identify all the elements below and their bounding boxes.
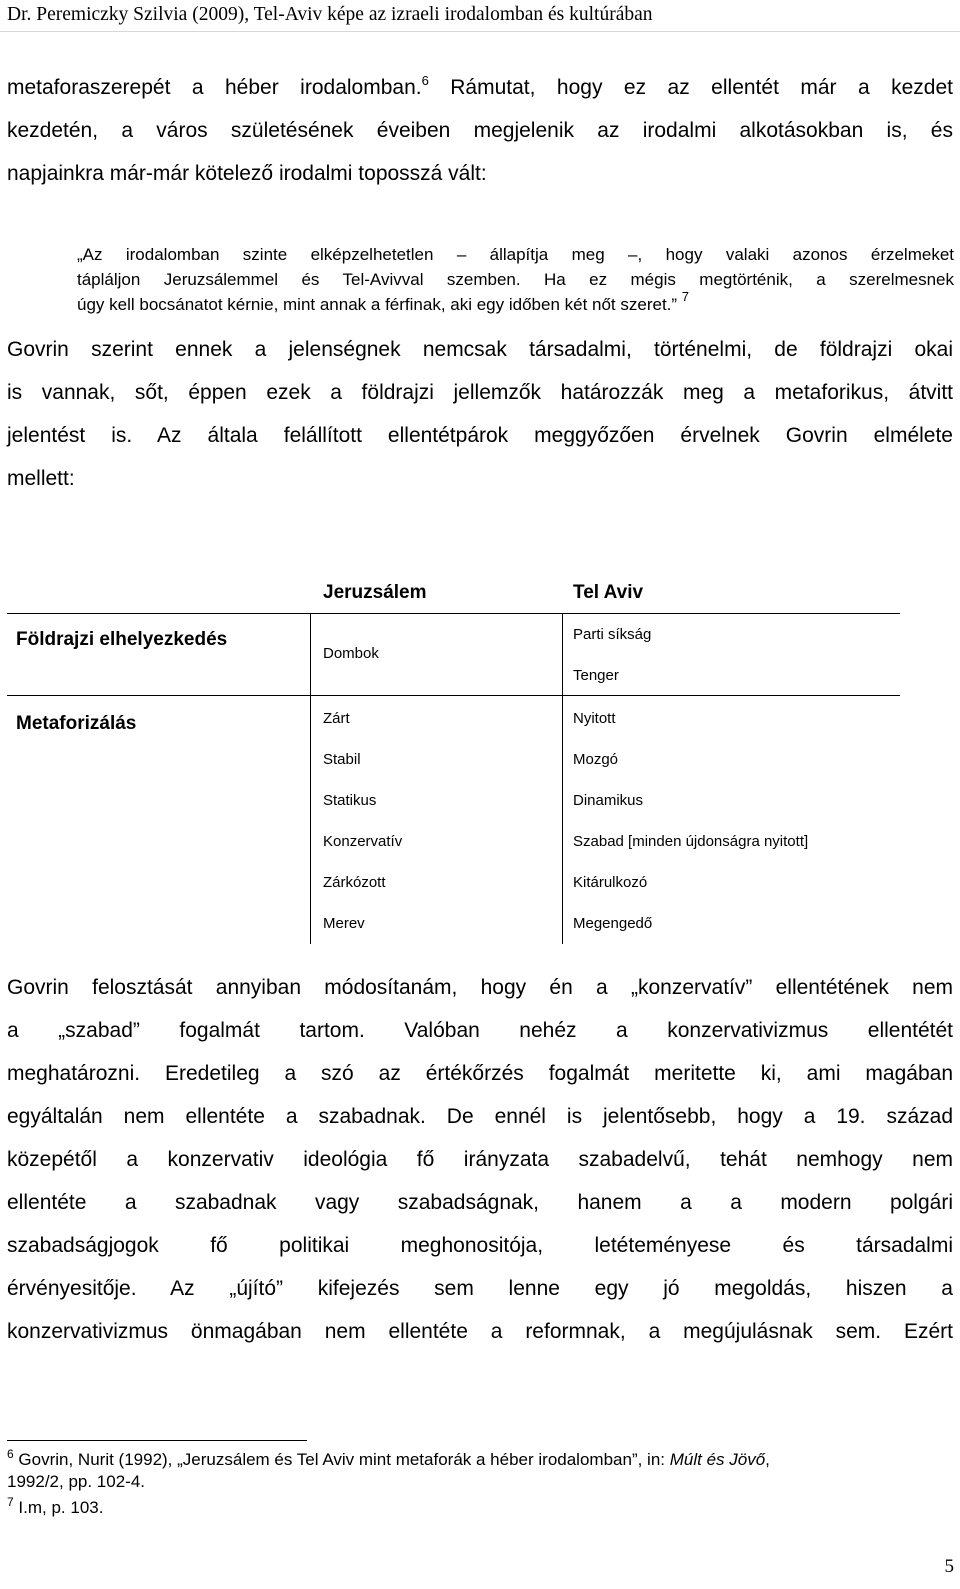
table-cell: Dinamikus	[573, 792, 644, 809]
running-header: Dr. Peremiczky Szilvia (2009), Tel-Aviv képe az izraeli irodalomban és kultúrában	[7, 4, 653, 25]
column-header-tel-aviv: Tel Aviv	[573, 582, 644, 603]
paragraph-line: Govrin szerint ennek a jelenségnek nemcsak társadalmi, történelmi, de földrajzi okai	[7, 338, 953, 361]
table-cell: Kitárulkozó	[573, 874, 648, 891]
quote-line: tápláljon Jeruzsálemmel és Tel-Avivval szemben. Ha ez mégis megtörténik, a szerelmesnek	[77, 270, 954, 289]
footnote-number: 7	[7, 1495, 14, 1509]
paragraph-intro	[7, 66, 953, 195]
block-quote	[77, 242, 954, 317]
paragraph-modification	[7, 966, 953, 1353]
paragraph-govrin	[7, 328, 953, 500]
table-cell: Megengedő	[573, 915, 653, 932]
footnote-6: $^6$ Govrin, Nurit (1992), „Jeruzsálem és Tel Aviv mint metaforák a héber irodalomban”, in: Múlt és Jövő, 1992/2, pp. 102-4.	[7, 1447, 770, 1491]
table-cell: Tenger	[573, 667, 619, 684]
table-cell: Stabil	[323, 751, 361, 768]
table-cell: Parti síkság	[573, 626, 652, 643]
paragraph-line: a „szabad” fogalmát tartom. Valóban nehéz a konzervativizmus ellentétét	[7, 1019, 953, 1042]
footnote-ref-7[interactable]: 7	[681, 289, 690, 304]
table-cell: Konzervatív	[323, 833, 403, 850]
paragraph-line: is vannak, sőt, éppen ezek a földrajzi jellemzők határozzák meg a metaforikus, átvitt	[7, 381, 953, 404]
footnote-7: $^7$ I.m, p. 103.	[7, 1495, 104, 1517]
footnote-ref-6[interactable]: 6	[421, 73, 429, 88]
quote-line: úgy kell bocsánatot kérnie, mint annak a férfinak, aki egy időben két nőt szeret.” $^7$	[77, 289, 690, 314]
paragraph-line: érvényesitője. Az „újító” kifejezés sem lenne egy jó megoldás, hiszen a	[7, 1277, 953, 1300]
table-cell: Dombok	[323, 645, 379, 662]
paragraph-line: metaforaszerepét a héber irodalomban.$^6$ Rámutat, hogy ez az ellentét már a kezdet	[7, 73, 953, 99]
header-divider	[0, 31, 960, 32]
page-number: 5	[944, 1556, 954, 1577]
quote-line: „Az irodalomban szinte elképzelhetetlen – állapítja meg –, hogy valaki azonos érzelmeket	[77, 245, 954, 264]
paragraph-line: ellentéte a szabadnak vagy szabadságnak, hanem a a modern polgári	[7, 1191, 953, 1214]
paragraph-line: napjainkra már-már kötelező irodalmi toposszá vált:	[7, 162, 487, 185]
paragraph-line: jelentést is. Az általa felállított ellentétpárok meggyőzően érvelnek Govrin elmélete	[7, 424, 953, 447]
column-header-jeruzsalem: Jeruzsálem	[323, 582, 427, 603]
comparison-table	[7, 560, 907, 955]
table-rule	[7, 695, 900, 696]
paragraph-line: kezdetén, a város születésének éveiben megjelenik az irodalmi alkotásokban is, és	[7, 119, 953, 142]
table-cell: Zárkózott	[323, 874, 386, 891]
paragraph-line: szabadságjogok fő politikai meghonositója, letéteményese és társadalmi	[7, 1234, 953, 1257]
table-cell: Merev	[323, 915, 365, 932]
footnote-divider	[7, 1440, 307, 1441]
table-cell: Nyitott	[573, 710, 616, 727]
paragraph-line: mellett:	[7, 467, 75, 490]
row-label-metaphorization: Metaforizálás	[16, 713, 137, 734]
table-cell: Statikus	[323, 792, 377, 809]
paragraph-line: konzervativizmus önmagában nem ellentéte a reformnak, a megújulásnak sem. Ezért	[7, 1320, 953, 1343]
paragraph-line: Govrin felosztását annyiban módosítanám, hogy én a „konzervatív” ellentétének nem	[7, 976, 953, 999]
table-rule	[7, 613, 900, 614]
table-divider	[562, 613, 563, 944]
row-label-geography: Földrajzi elhelyezkedés	[16, 629, 228, 650]
table-divider	[310, 613, 311, 944]
table-cell: Szabad [minden újdonságra nyitott]	[573, 833, 809, 850]
footnote-number: 6	[7, 1447, 14, 1461]
table-cell: Zárt	[323, 710, 350, 727]
paragraph-line: egyáltalán nem ellentéte a szabadnak. De ennél is jelentősebb, hogy a 19. század	[7, 1105, 953, 1128]
paragraph-line: közepétől a konzervativ ideológia fő irányzata szabadelvű, tehát nemhogy nem	[7, 1148, 953, 1171]
paragraph-line: meghatározni. Eredetileg a szó az értékőrzés fogalmát meritette ki, ami magában	[7, 1062, 953, 1085]
table-cell: Mozgó	[573, 751, 619, 768]
